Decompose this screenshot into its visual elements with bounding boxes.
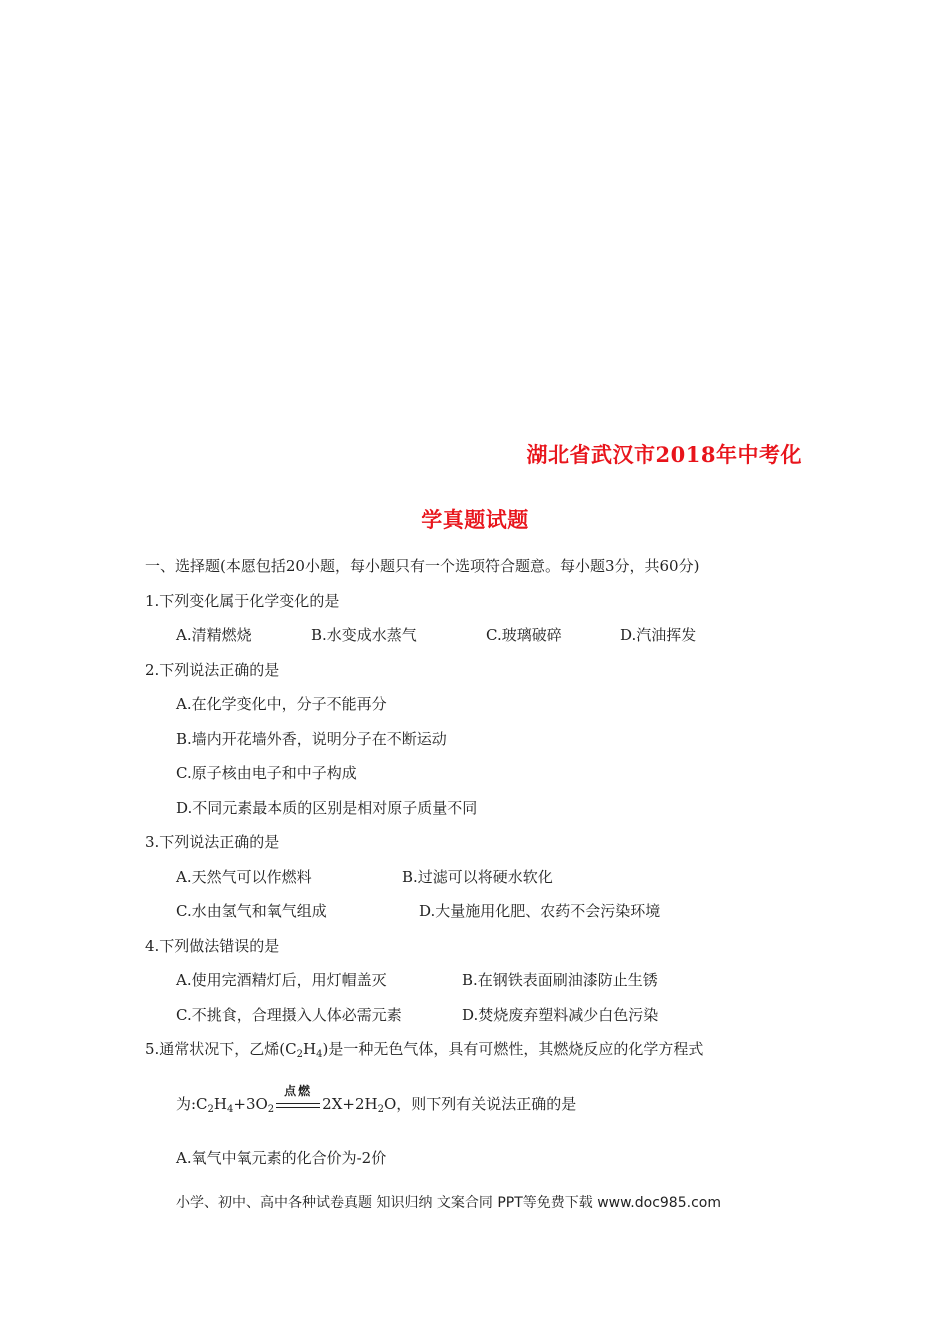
option-4c: C.不挑食，合理摄入人体必需元素 — [176, 1006, 402, 1024]
title-line-2: 学真题试题 — [421, 507, 529, 532]
option-2c: C.原子核由电子和中子构成 — [176, 764, 357, 782]
question-4-options-row2 — [0, 1005, 950, 1025]
question-4-options-row1 — [0, 970, 950, 990]
chemical-equation: 为$:C_2H_4+3O_2$ 点燃 $2X+2H_2O$，则下列有关说法正确的是 — [176, 1094, 576, 1117]
option-2a: A.在化学变化中，分子不能再分 — [176, 695, 387, 713]
option-3b: B.过滤可以将硬水软化 — [402, 868, 553, 886]
option-5a: A.氧气中氧元素的化合价为-2价 — [176, 1149, 387, 1167]
question-1-stem: 1.下列变化属于化学变化的是 — [145, 592, 340, 610]
question-3-stem: 3.下列说法正确的是 — [145, 833, 280, 851]
option-4d: D.焚烧废弃塑料减少白色污染 — [462, 1006, 659, 1024]
option-1b: B.水变成水蒸气 — [311, 626, 417, 644]
reaction-condition-label: 点燃 — [284, 1084, 313, 1098]
section-heading: 一、选择题(本愿包括20小题，每小题只有一个选项符合题意。每小题3分，共60分) — [145, 557, 700, 575]
footer-note: 小学、初中、高中各种试卷真题 知识归纳 文案合同 PPT等免费下载 www.doc985.com — [176, 1195, 721, 1211]
option-2d: D.不同元素最本质的区别是相对原子质量不同 — [176, 799, 478, 817]
option-3a: A.天然气可以作燃料 — [176, 868, 312, 886]
question-4-stem: 4.下列做法错误的是 — [145, 937, 280, 955]
question-3-options-row1 — [0, 867, 950, 887]
title-line-1: 湖北省武汉市2018年中考化 — [526, 442, 802, 467]
option-1c: C.玻璃破碎 — [486, 626, 562, 644]
reaction-condition — [276, 1084, 320, 1117]
option-1d: D.汽油挥发 — [620, 626, 697, 644]
question-2-stem: 2.下列说法正确的是 — [145, 661, 280, 679]
option-4b: B.在钢铁表面刷油漆防止生锈 — [462, 971, 658, 989]
option-3d: D.大量施用化肥、农药不会污染环境 — [419, 902, 661, 920]
option-2b: B.墙内开花墙外香，说明分子在不断运动 — [176, 730, 447, 748]
question-5-stem: 5.通常状况下，乙烯$(C_2H_4)$是一种无色气体，具有可燃性，其燃烧反应的化学方程式 — [145, 1040, 704, 1060]
question-3-options-row2 — [0, 901, 950, 921]
question-1-options — [0, 625, 950, 645]
option-1a: A.清精燃烧 — [176, 626, 252, 644]
equals-bar-bottom — [276, 1107, 320, 1108]
option-3c: C.水由氢气和氧气组成 — [176, 902, 327, 920]
equals-bar-top — [276, 1103, 320, 1104]
option-4a: A.使用完酒精灯后，用灯帽盖灭 — [176, 971, 387, 989]
